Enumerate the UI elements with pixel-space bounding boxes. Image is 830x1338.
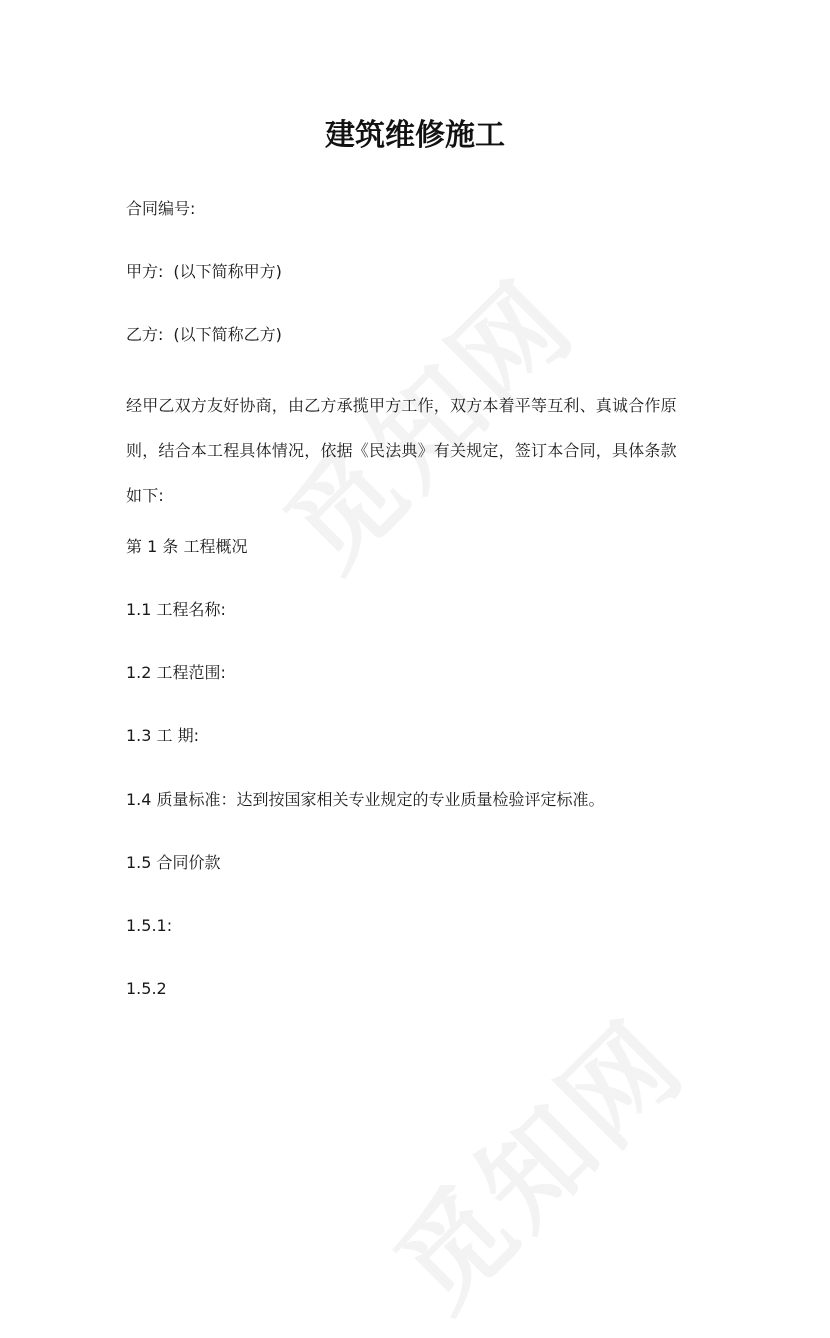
- party-b-line: [126, 323, 282, 347]
- clause-1-5: 1.5 合同价款: [126, 853, 221, 872]
- contract-number-label: 合同编号:: [126, 199, 196, 218]
- party-a-label: 甲方:: [126, 262, 164, 281]
- clause-1-5-1: 1.5.1:: [126, 916, 173, 935]
- party-a-line: [126, 260, 282, 284]
- party-b-label: 乙方:: [126, 325, 164, 344]
- clause-1-4: 1.4 质量标准：达到按国家相关专业规定的专业质量检验评定标准。: [126, 790, 605, 809]
- party-a-note: (以下简称甲方): [173, 262, 282, 281]
- intro-line: 则，结合本工程具体情况，依据《民法典》有关规定，签订本合同，具体条款: [126, 441, 677, 460]
- clause-1-3: 1.3 工 期:: [126, 726, 200, 745]
- intro-paragraph: [126, 383, 700, 518]
- intro-line: 如下:: [126, 486, 164, 505]
- party-b-note: (以下简称乙方): [173, 325, 282, 344]
- article-1-heading: 第 1 条 工程概况: [126, 537, 248, 556]
- clause-1-5-2: 1.5.2: [126, 979, 167, 998]
- document-title: 建筑维修施工: [325, 118, 505, 153]
- intro-line: 经甲乙双方友好协商，由乙方承揽甲方工作，双方本着平等互利、真诚合作原: [126, 396, 677, 415]
- clause-1-2: 1.2 工程范围:: [126, 663, 226, 682]
- clause-1-1: 1.1 工程名称:: [126, 600, 226, 619]
- watermark: [355, 980, 713, 1338]
